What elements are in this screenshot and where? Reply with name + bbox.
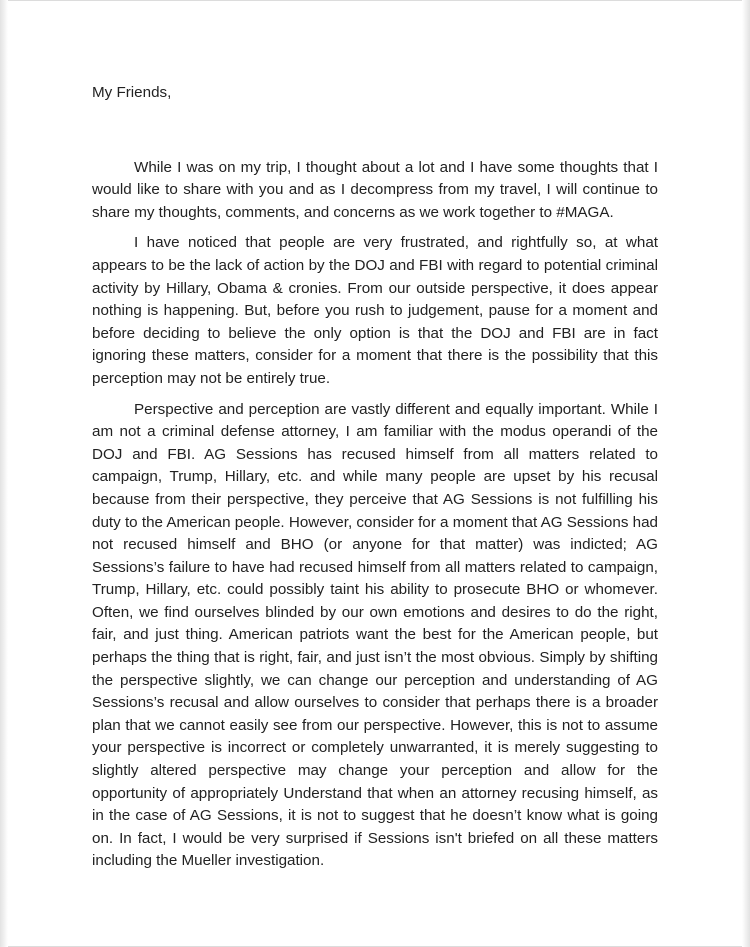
paragraph-3: Perspective and perception are vastly different and equally important. While I am not a criminal defense attorney, I am familiar with the modus operandi of the DOJ and FBI. AG Sessions has recused himself from all matters related to campaign, Trump, Hillary, etc. and while many people are upset by his recusal because from their perspective, they perceive that AG Sessions is not fulfilling his duty to the American people. However, consider for a moment that AG Sessions had not recused himself and BHO (or anyone for that matter) was indicted; AG Sessions’s failure to have had recused himself from all matters related to campaign, Trump, Hillary, etc. could possibly taint his ability to prosecute BHO or whomever. Often, we find ourselves blinded by our own emotions and desires to do the right, fair, and just thing. American patriots want the best for the American people, but perhaps the thing that is right, fair, and just isn’t the most obvious. Simply by shifting the perspective slightly, we can change our perception and understanding of AG Sessions’s recusal and allow ourselves to consider that perhaps there is a broader plan that we cannot easily see from our perspective. However, this is not to assume your perspective is incorrect or completely unwarranted, it is merely suggesting to slightly altered perspective may change your perception and allow for the opportunity of appropriately Understand that when an attorney recusing himself, as in the case of AG Sessions, it is not to suggest that he doesn’t know what is going on. In fact, I would be very surprised if Sessions isn't briefed on all these matters including the Mueller investigation. — [92, 400, 658, 870]
paragraph-2: I have noticed that people are very frustrated, and rightfully so, at what appears to be the lack of action by the DOJ and FBI with regard to potential criminal activity by Hillary, Obama & cronies. From our outside perspective, it does appear nothing is happening. But, before you rush to judgement, pause for a moment and before deciding to believe the only option is that the DOJ and FBI are in fact ignoring these matters, consider for a moment that there is the possibility that this perception may not be entirely true. — [92, 234, 658, 387]
letter-body — [92, 82, 658, 881]
paragraph-1: While I was on my trip, I thought about a lot and I have some thoughts that I would like to share with you and as I decompress from my travel, I will continue to share my thoughts, comments, and concerns as we work together to #MAGA. — [92, 158, 658, 221]
salutation: My Friends, — [92, 84, 172, 101]
